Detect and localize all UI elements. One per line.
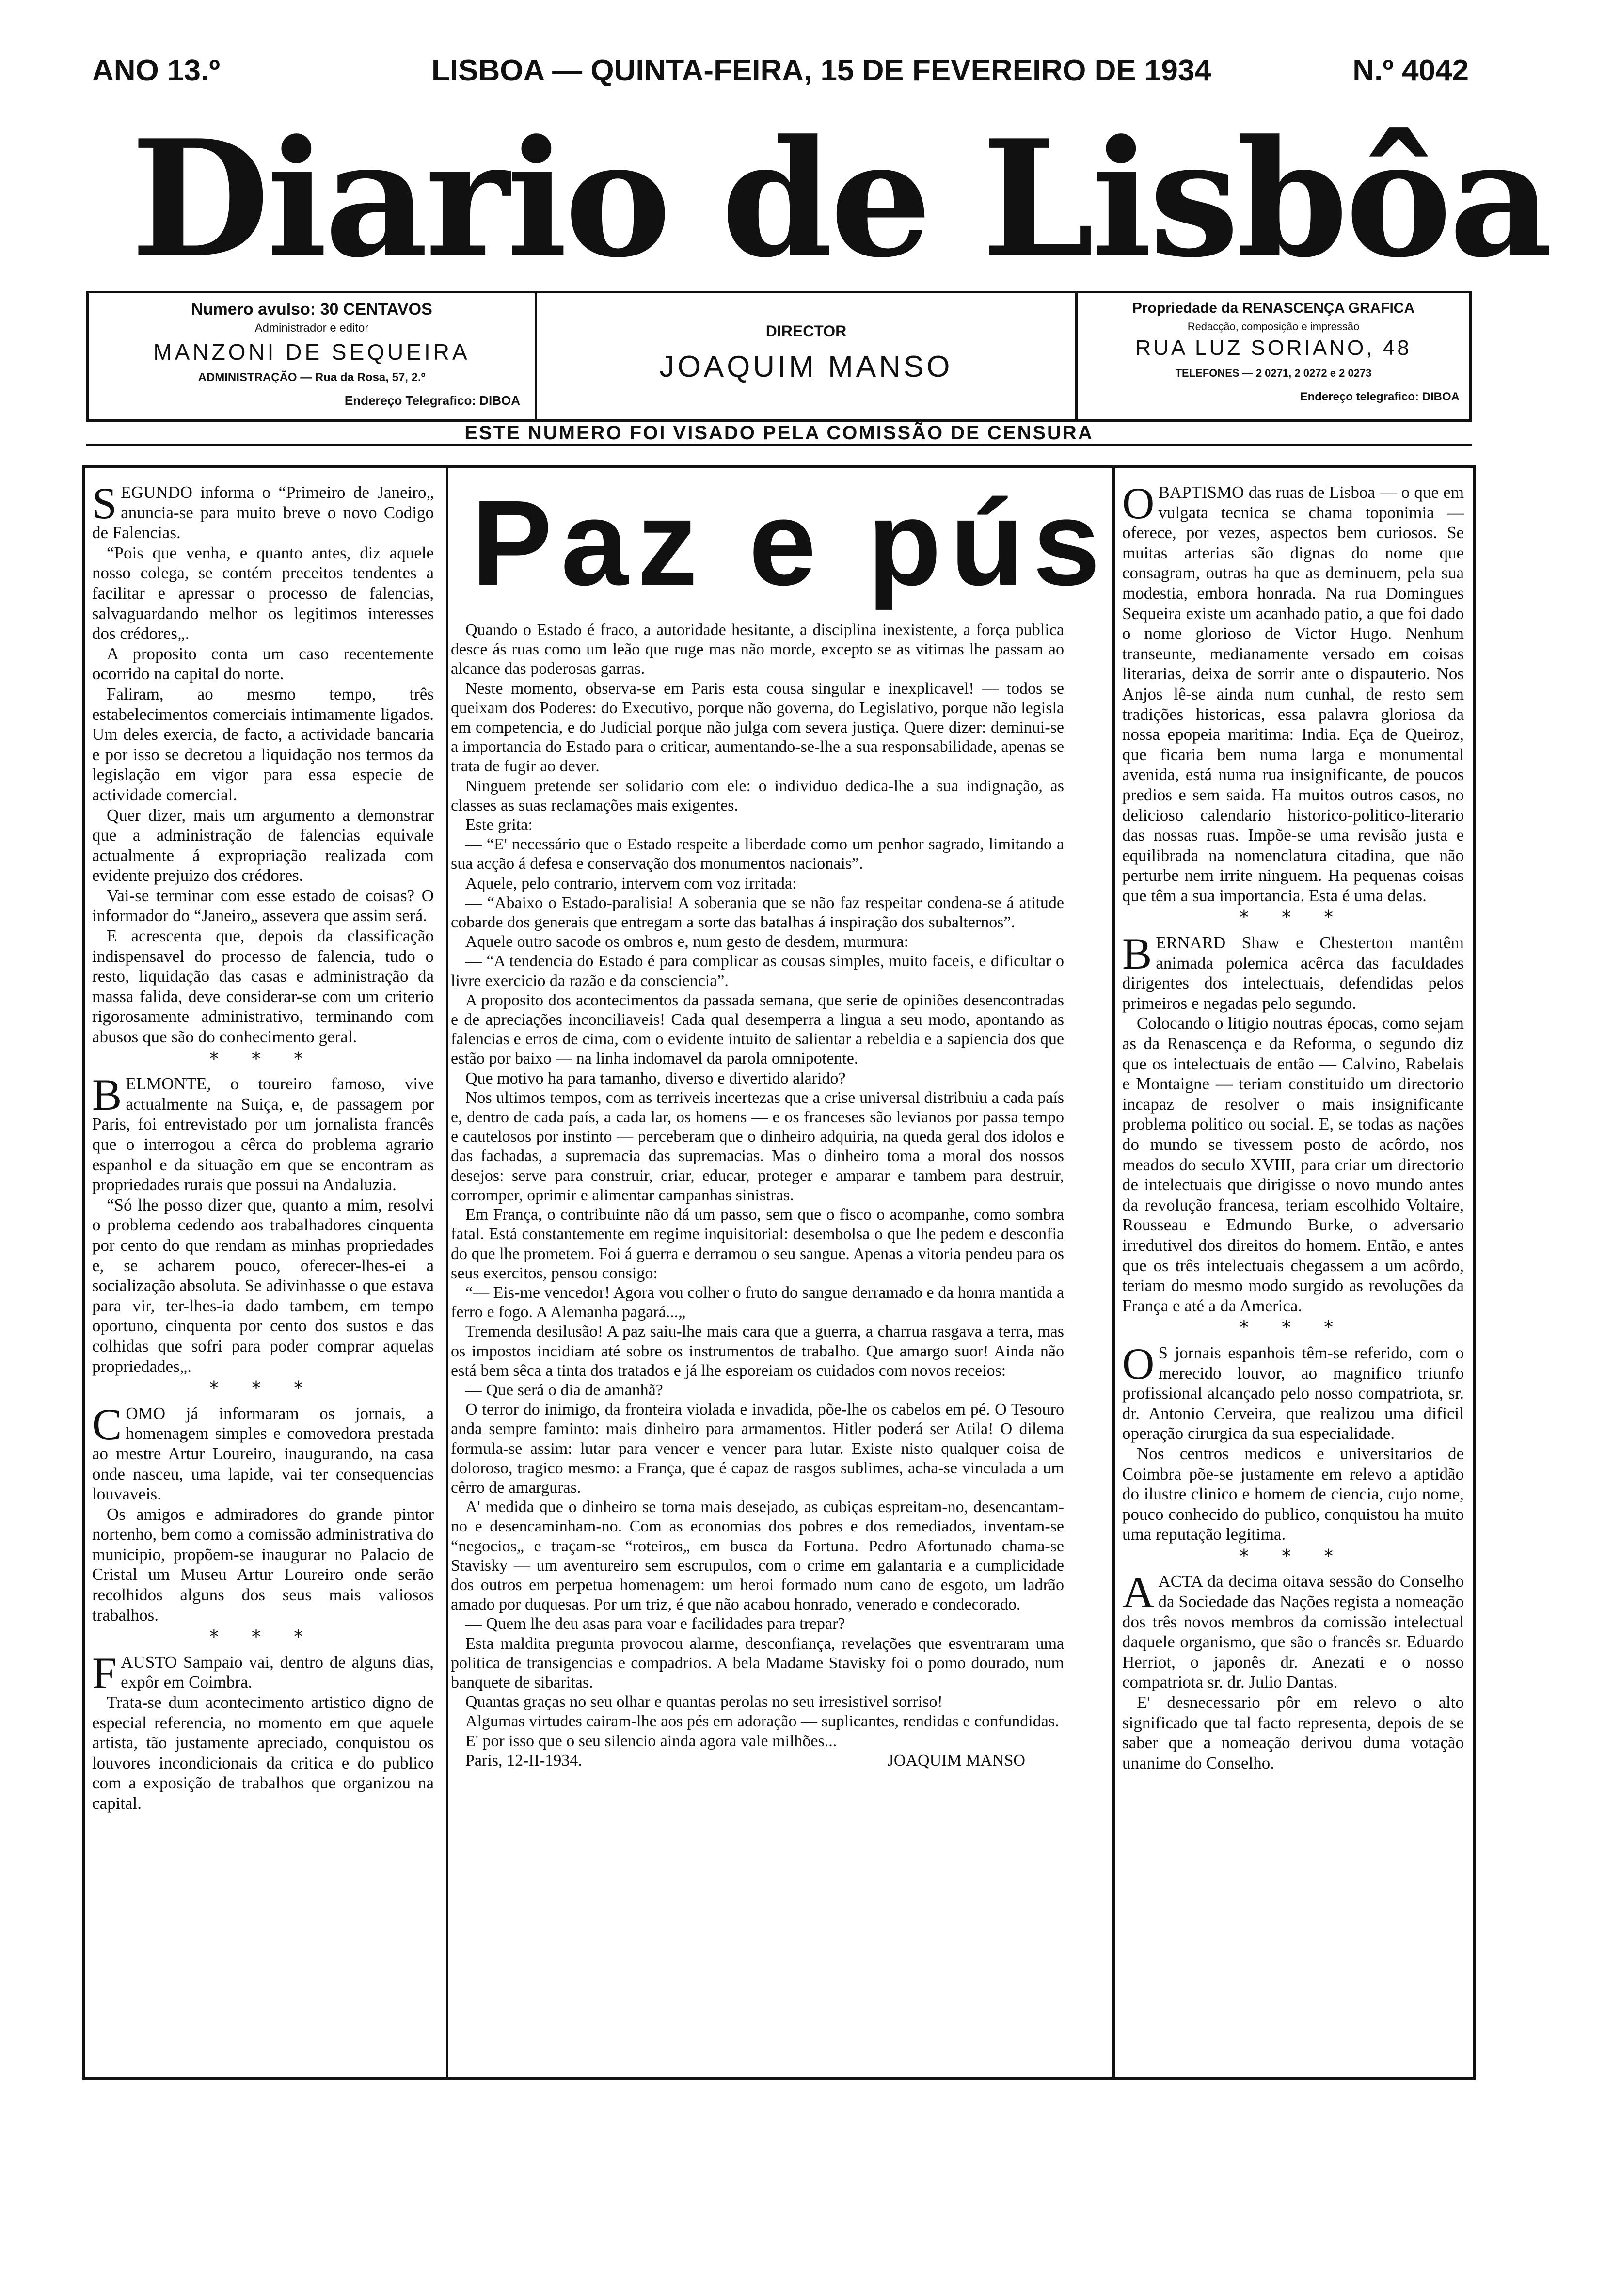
drop-cap: S <box>92 478 117 528</box>
left-column <box>92 478 434 1814</box>
street-address: RUA LUZ SORIANO, 48 <box>1135 336 1412 360</box>
column-rule-left <box>446 468 448 2077</box>
section-separator: * * * <box>1239 1317 1347 1339</box>
section-separator: * * * <box>1239 907 1347 928</box>
telegraph-right: Endereço telegrafico: DIBOA <box>1300 390 1460 403</box>
redaction: Redacção, composição e impressão <box>1187 320 1360 333</box>
drop-cap: B <box>1122 929 1152 979</box>
telephones: TELEFONES — 2 0271, 2 0272 e 2 0273 <box>1175 367 1372 379</box>
section-separator: * * * <box>1239 1545 1347 1567</box>
censorship-notice: ESTE NUMERO FOI VISADO PELA COMISSÃO DE CENSURA <box>86 422 1472 446</box>
issue-number: N.º 4042 <box>1352 54 1469 87</box>
article-codigo-falencias: SEGUNDO informa o “Primeiro de Janeiro„ anuncia-se para muito breve o novo Codigo de Falencias. “Pois que venha, e quanto antes, diz aquele nosso colega, se contém preceitos tendentes a facilitar e apressar o processo de falencias, salvaguardando melhor os legitimos interesses dos crédores„. A proposito conta um caso recentemente ocorrido na capital do norte. Faliram, ao mesmo tempo, três estabelecimentos comerciais intimamente ligados. Um deles exercia, de facto, a actividade bancaria e por isso se decretou a liquidação nos termos da legislação em vigor para essa especie de actividade comercial. Quer dizer, mais um argumento a demonstrar que a administração de falencias equivale actualmente á expropriação realizada com evidente prejuizo dos crédores. Vai-se terminar com esse estado de coisas? O informador do “Janeiro„ assevera que assim será. E acrescenta que, depois da classificação indispensavel do processo de falencia, tudo o resto, liquidação das casas e administração da massa falida, deve considerar-se com um criterio rigorosamente administrativo, terminando com abusos que são do conhecimento geral. <box>92 478 434 1047</box>
drop-cap: O <box>1122 478 1155 528</box>
section-separator: * * * <box>209 1048 317 1069</box>
admin-name: MANZONI DE SEQUEIRA <box>153 339 470 365</box>
column-rule-right <box>1112 468 1115 2077</box>
drop-cap: C <box>92 1399 122 1449</box>
owner: Propriedade da RENASCENÇA GRAFICA <box>1132 300 1415 316</box>
admin-label: Administrador e editor <box>254 321 369 335</box>
drop-cap: A <box>1122 1567 1155 1617</box>
masthead-title: Diario de Lisbôa <box>131 105 1550 293</box>
director-label: DIRECTOR <box>765 322 847 340</box>
drop-cap: B <box>92 1070 122 1120</box>
admin-address: ADMINISTRAÇÃO — Rua da Rosa, 57, 2.º <box>198 371 426 384</box>
author-signature: JOAQUIM MANSO <box>887 1751 1025 1770</box>
year-number: ANO 13.º <box>92 54 220 87</box>
drop-cap: O <box>1122 1339 1155 1388</box>
article-artur-loureiro: COMO já informaram os jornais, a homenagem simples e comovedora prestada ao mestre Artur Loureiro, inaugurando, na casa onde nasceu, uma lapide, vai ter consequencias louvaveis. Os amigos e admiradores do grande pintor nortenho, bem como a comissão administrativa do municipio, propõem-se inaugurar no Palacio de Cristal um Museu Artur Loureiro onde serão recolhidos alguns dos seus mais valiosos trabalhos. <box>92 1399 434 1625</box>
article-belmonte: BELMONTE, o toureiro famoso, vive actualmente na Suiça, e, de passagem por Paris, foi entrevistado por um jornalista francês que o interrogou a cêrca do problema agrario espanhol e da situação em que se encontram as propriedades rurais que possui na Andaluzia. “Só lhe posso dizer que, quanto a mim, resolvi o problema cedendo aos trabalhadores cinquenta por cento do que rendam as minhas propriedades e, se acharem pouco, oferecer-lhes-ei a socialização absoluta. Se adivinhasse o que estava para vir, ter-lhes-ia dado tambem, em tempo oportuno, cinquenta por cento dos sustos e das colhidas que sofri para poder comprar aquelas propriedades„. <box>92 1070 434 1376</box>
info-middle <box>535 293 1078 419</box>
article-fausto-sampaio: FAUSTO Sampaio vai, dentro de alguns dias, expôr em Coimbra. Trata-se dum acontecimento artistico digno de especial referencia, no momento em que aquele artista, tão justamente apreciado, conquistou os louvores incondicionais da critica e do publico com a exposição de trabalhos que organizou na capital. <box>92 1648 434 1813</box>
drop-cap: F <box>92 1648 117 1698</box>
info-left <box>89 293 535 419</box>
telegraph-left: Endereço Telegrafico: DIBOA <box>344 393 520 408</box>
article-toponimia: OBAPTISMO das ruas de Lisboa — o que em vulgata tecnica se chama toponimia — oferece, por vezes, aspectos bem curiosos. Se muitas arterias são dignas do nome que consagram, outras ha que as deminuem, pela sua modestia, embora honrada. Na rua Domingues Sequeira existe um acanhado patio, a que foi dado o nome glorioso de Victor Hugo. Nenhum transeunte, medianamente versado em coisas literarias, deixa de sorrir ante o dispauterio. Nos Anjos lê-se ainda num cunhal, de resto sem tradições historicas, essa palavra gloriosa da nossa epopeia maritima: India. Eça de Queiroz, que ficaria bem numa larga e monumental avenida, está numa rua insignificante, de poucos predios e sem saida. Ha muitos outros casos, no delicioso calendario historico-politico-literario das nossas ruas. Impõe-se uma revisão justa e equilibrada na nomenclatura citadina, que não perturbe nem irrite ninguem. Ha pequenas coisas que têm a sua importancia. Esta é uma delas. <box>1122 478 1464 905</box>
section-separator: * * * <box>209 1626 317 1648</box>
issue-date: LISBOA — QUINTA-FEIRA, 15 DE FEVEREIRO DE 1934 <box>431 54 1211 87</box>
right-column <box>1122 478 1464 1773</box>
article-sociedade-nacoes: AACTA da decima oitava sessão do Conselho da Sociedade das Nações regista a nomeação dos três novos membros da comissão intelectual daquele organismo, que são o francês sr. Eduardo Herriot, o japonês dr. Anezati e o nosso compatriota sr. dr. Julio Dantas. E' desnecessario pôr em relevo o alto significado que tal facto representa, depois de se saber que a nomeação derivou duma votação unanime do Conselho. <box>1122 1567 1464 1772</box>
publication-info-box <box>86 291 1472 422</box>
date-line <box>92 53 1469 92</box>
editorial-column: Quando o Estado é fraco, a autoridade hesitante, a disciplina inexistente, a força publica desce ás ruas como um leão que ruge mas não morde, excepto se as vitimas lhe passam ao alcance das poderosas garras. Neste momento, observa-se em Paris esta cousa singular e inexplicavel! — todos se queixam dos Poderes: do Executivo, porque não governa, do Legislativo, porque não legisla em competencia, e do Judicial porque não julga com severa justiça. Quere dizer: deminui-se a importancia do Estado para o criticar, aumentando-se-lhe a sua responsabilidade, apenas se trata de fugir ao dever. Ninguem pretende ser solidario com ele: o individuo dedica-lhe a sua indignação, as classes as suas reclamações mais exigentes. Este grita: — “E' necessário que o Estado respeite a liberdade como um penhor sagrado, limitando a sua acção á defesa e conservação dos monumentos nacionais”. Aquele, pelo contrario, intervem com voz irritada: — “Abaixo o Estado-paralisia! A soberania que se não faz respeitar condena-se á atitude cobarde dos generais que entregam a sorte das batalhas á inspiração dos subalternos”. Aquele outro sacode os ombros e, num gesto de desdem, murmura: — “A tendencia do Estado é para complicar as cousas simples, muito faceis, e dificultar o livre exercicio da razão e da consciencia”. A proposito dos acontecimentos da passada semana, que serie de opiniões desencontradas e de apreciações inconciliaveis! Cada qual desemperra a lingua a seu modo, apontando as falencias e erros de cima, com o evidente intuito de salientar a rebeldia e a sapiencia dos que estão por baixo — na linha indomavel da parola omnipotente. Que motivo ha para tamanho, diverso e divertido alarido? Nos ultimos tempos, com as terriveis incertezas que a crise universal distribuiu a cada país e, dentro de cada país, a cada lar, os homens — e os franceses são levianos por passa tempo e cautelosos por instinto — perceberam que o dinheiro adquiria, na queda geral dos idolos e das fachadas, a supremacia das supremacias. Mas o dinheiro toma a moral dos nossos desejos: serve para construir, criar, educar, proteger e amparar e tambem para destruir, corromper, oprimir e alimentar campanhas sinistras. Em França, o contribuinte não dá um passo, sem que o fisco o acompanhe, como sombra fatal. Está constantemente em regime inquisitorial: desembolsa o que lhe pedem e desconfia do que lhe prometem. Foi á guerra e derramou o seu sangue. Apenas a vitoria pendeu para os seus exercitos, pensou consigo: “— Eis-me vencedor! Agora vou colher o fruto do sangue derramado e da honra mantida a ferro e fogo. A Alemanha pagará...„ Tremenda desilusão! A paz saiu-lhe mais cara que a guerra, a charrua rasgava a terra, mas os impostos incidiam até sobre os instrumentos de trabalho. Que amargo suor! Ainda não está bem sêca a tinta dos tratados e já lhe esporeiam os cuidados com novos receios: — Que será o dia de amanhã? O terror do inimigo, da fronteira violada e invadida, põe-lhe os cabelos em pé. O Tesouro anda sempre faminto: mais dinheiro para armamentos. Hitler poderá ser Atila! O dilema formula-se assim: lutar para vencer e vencer para lutar. Existe nisto qualquer coisa de doloroso, tragico mesmo: a França, que é capaz de rasgos sublimes, acha-se vinculada a um cêrro de amarguras. A' medida que o dinheiro se torna mais desejado, as cubiças espreitam-no, desencantam-no e desencaminham-no. Com as economias dos pobres e dos remediados, inventam-se “negocios„ e traçam-se “roteiros„ em busca da Fortuna. Pedro Afortunado chama-se Stavisky — um aventureiro sem escrupulos, com o crime em galantaria e a cumplicidade dos outros em perpetua homenagem: um heroi formado num cano de esgoto, um ladrão amado por duquesas. Por um triz, é que não acabou honrado, venerado e condecorado. — Quem lhe deu asas para voar e facilidades para trepar? Esta maldita pregunta provocou alarme, desconfiança, revelações que esventraram uma politica de transigencias e compadrios. A bela Madame Stavisky foi o pomo dourado, num banquete de sibaritas. Quantas graças no seu olhar e quantas perolas no seu irresistivel sorriso! Algumas virtudes cairam-lhe aos pés em adoração — suplicantes, rendidas e confundidas. E' por isso que o seu silencio ainda agora vale milhões... Paris, 12-II-1934. JOAQUIM MANSO <box>451 621 1064 1770</box>
article-antonio-cerveira: O S jornais espanhois têm-se referido, com o merecido louvor, ao magnifico triunfo profissional alcançado pelo nosso compatriota, sr. dr. Antonio Cerveira, que realizou uma dificil operação cirurgica da sua especialidade. Nos centros medicos e universitarios de Coimbra põe-se justamente em relevo a aptidão do ilustre clinico e homem de ciencia, cujo nome, pouco conhecido do publico, conquistou ha muito uma reputação legitima. <box>1122 1339 1464 1544</box>
section-separator: * * * <box>209 1377 317 1399</box>
place-date: Paris, 12-II-1934. <box>465 1751 582 1770</box>
price: Numero avulso: 30 CENTAVOS <box>191 300 432 319</box>
director-name: JOAQUIM MANSO <box>659 350 953 383</box>
headline: Paz e pús <box>471 475 1109 610</box>
article-shaw-chesterton: BERNARD Shaw e Chesterton mantêm animada polemica acêrca das faculdades dirigentes dos intelectuais, defendidas pelos primeiros e negadas pelo segundo. Colocando o litigio noutras épocas, como sejam as da Renascença e da Reforma, o segundo diz que os intelectuais de então — Calvino, Rabelais e Montaigne — teriam constituido um directorio incapaz de resolver o mais insignificante problema politico ou social. E, se todas as nações do mundo se tivessem posto de acôrdo, nos meados do seculo XVIII, para criar um directorio de intelectuais que dirigisse o novo mundo antes da revolução francesa, teriam escolhido Voltaire, Rousseau e Edmundo Burke, o adversario irredutivel dos direitos do homem. Então, e antes que os três intelectuais chegassem a um acôrdo, teriam do mesmo modo surgido as revoluções da França e até a da America. <box>1122 929 1464 1315</box>
info-right <box>1078 293 1469 419</box>
